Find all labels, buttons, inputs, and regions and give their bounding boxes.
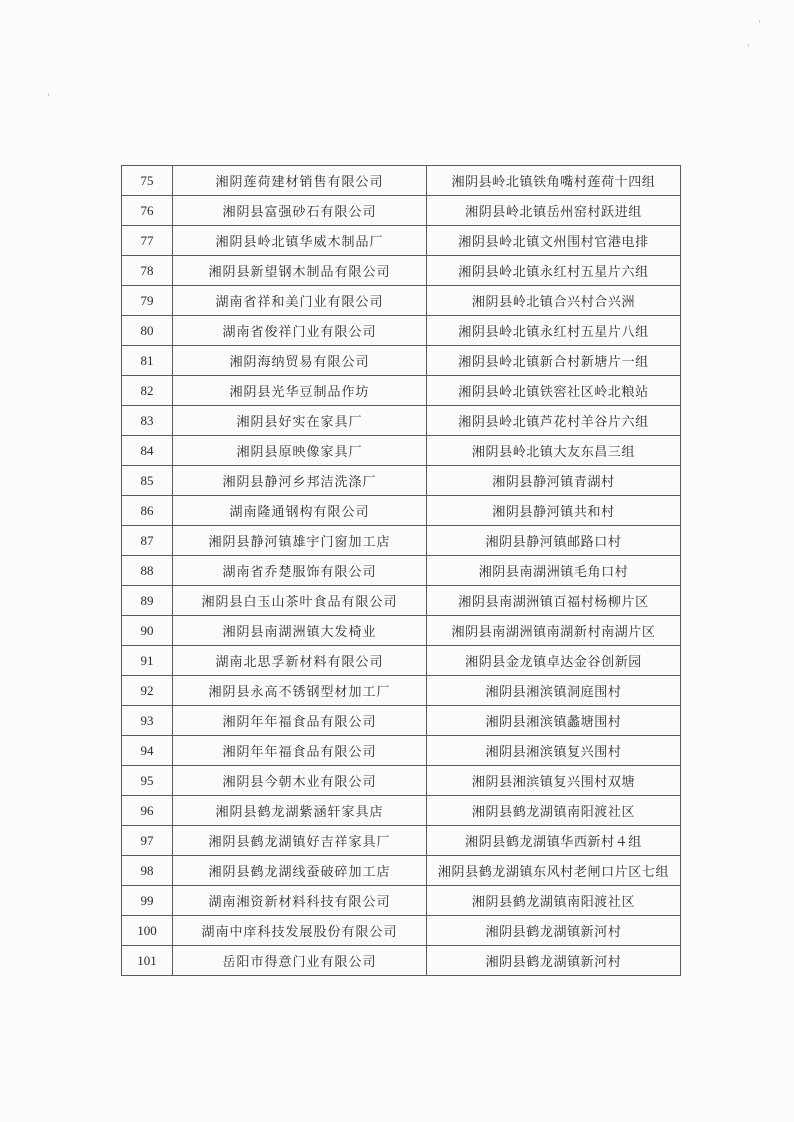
row-number-cell: 79 <box>122 286 173 316</box>
address-cell: 湘阴县岭北镇永红村五星片八组 <box>427 316 681 346</box>
company-name-cell: 湖南隆通钢构有限公司 <box>173 496 427 526</box>
address-cell: 湘阴县鹤龙湖镇新河村 <box>427 916 681 946</box>
company-name-cell: 湘阴县永高不锈钢型材加工厂 <box>173 676 427 706</box>
row-number-cell: 80 <box>122 316 173 346</box>
table-row <box>122 796 681 826</box>
table-row <box>122 316 681 346</box>
row-number-cell: 98 <box>122 856 173 886</box>
table-row <box>122 496 681 526</box>
row-number-cell: 95 <box>122 766 173 796</box>
row-number-cell: 83 <box>122 406 173 436</box>
row-number-cell: 100 <box>122 916 173 946</box>
row-number-cell: 101 <box>122 946 173 976</box>
row-number-cell: 89 <box>122 586 173 616</box>
table-row <box>122 256 681 286</box>
row-number-cell: 85 <box>122 466 173 496</box>
row-number-cell: 96 <box>122 796 173 826</box>
address-cell: 湘阴县岭北镇大友东昌三组 <box>427 436 681 466</box>
address-cell: 湘阴县南湖洲镇南湖新村南湖片区 <box>427 616 681 646</box>
address-cell: 湘阴县南湖洲镇百福村杨柳片区 <box>427 586 681 616</box>
address-cell: 湘阴县岭北镇铁角嘴村莲荷十四组 <box>427 166 681 196</box>
company-name-cell: 湖南省俊祥门业有限公司 <box>173 316 427 346</box>
company-name-cell: 湖南中庠科技发展股份有限公司 <box>173 916 427 946</box>
row-number-cell: 93 <box>122 706 173 736</box>
scan-speck <box>48 93 49 96</box>
scan-speck <box>759 20 760 23</box>
company-name-cell: 湘阴县岭北镇华威木制品厂 <box>173 226 427 256</box>
address-cell: 湘阴县静河镇青湖村 <box>427 466 681 496</box>
row-number-cell: 97 <box>122 826 173 856</box>
table-row <box>122 526 681 556</box>
table-row <box>122 466 681 496</box>
company-name-cell: 湘阴县鹤龙湖紫涵轩家具店 <box>173 796 427 826</box>
address-cell: 湘阴县岭北镇芦花村羊谷片六组 <box>427 406 681 436</box>
row-number-cell: 75 <box>122 166 173 196</box>
row-number-cell: 77 <box>122 226 173 256</box>
table-row <box>122 886 681 916</box>
company-name-cell: 湘阴县鹤龙湖线蚕破碎加工店 <box>173 856 427 886</box>
row-number-cell: 92 <box>122 676 173 706</box>
row-number-cell: 94 <box>122 736 173 766</box>
address-cell: 湘阴县鹤龙湖镇华西新村４组 <box>427 826 681 856</box>
table-row <box>122 166 681 196</box>
company-name-cell: 湘阴县今朝木业有限公司 <box>173 766 427 796</box>
address-cell: 湘阴县金龙镇卓达金谷创新园 <box>427 646 681 676</box>
company-name-cell: 湘阴县静河镇雄宇门窗加工店 <box>173 526 427 556</box>
address-cell: 湘阴县南湖洲镇毛角口村 <box>427 556 681 586</box>
table-row <box>122 196 681 226</box>
address-cell: 湘阴县岭北镇合兴村合兴洲 <box>427 286 681 316</box>
company-name-cell: 湘阴县新望钢木制品有限公司 <box>173 256 427 286</box>
scan-speck <box>748 44 749 47</box>
row-number-cell: 88 <box>122 556 173 586</box>
address-cell: 湘阴县湘滨镇复兴围村双塘 <box>427 766 681 796</box>
row-number-cell: 76 <box>122 196 173 226</box>
address-cell: 湘阴县鹤龙湖镇东风村老闸口片区七组 <box>427 856 681 886</box>
row-number-cell: 99 <box>122 886 173 916</box>
row-number-cell: 91 <box>122 646 173 676</box>
row-number-cell: 78 <box>122 256 173 286</box>
table-row <box>122 676 681 706</box>
row-number-cell: 86 <box>122 496 173 526</box>
row-number-cell: 81 <box>122 346 173 376</box>
row-number-cell: 87 <box>122 526 173 556</box>
row-number-cell: 90 <box>122 616 173 646</box>
address-cell: 湘阴县静河镇共和村 <box>427 496 681 526</box>
table-body <box>122 166 681 976</box>
company-name-cell: 湘阴年年福食品有限公司 <box>173 706 427 736</box>
table-row <box>122 706 681 736</box>
table-row <box>122 946 681 976</box>
address-cell: 湘阴县岭北镇永红村五星片六组 <box>427 256 681 286</box>
company-name-cell: 岳阳市得意门业有限公司 <box>173 946 427 976</box>
table-row <box>122 646 681 676</box>
table-row <box>122 286 681 316</box>
table-row <box>122 226 681 256</box>
table-row <box>122 616 681 646</box>
table-row <box>122 436 681 466</box>
table-row <box>122 346 681 376</box>
company-name-cell: 湖南省乔楚服饰有限公司 <box>173 556 427 586</box>
company-name-cell: 湘阴县好实在家具厂 <box>173 406 427 436</box>
company-name-cell: 湘阴海纳贸易有限公司 <box>173 346 427 376</box>
address-cell: 湘阴县岭北镇铁窖社区岭北粮站 <box>427 376 681 406</box>
table-row <box>122 916 681 946</box>
company-name-cell: 湘阴县富强砂石有限公司 <box>173 196 427 226</box>
address-cell: 湘阴县岭北镇岳州窑村跃进组 <box>427 196 681 226</box>
company-name-cell: 湘阴县南湖洲镇大发椅业 <box>173 616 427 646</box>
table-row <box>122 826 681 856</box>
company-name-cell: 湘阴年年福食品有限公司 <box>173 736 427 766</box>
company-name-cell: 湘阴县光华豆制品作坊 <box>173 376 427 406</box>
table-row <box>122 376 681 406</box>
row-number-cell: 84 <box>122 436 173 466</box>
address-cell: 湘阴县岭北镇新合村新塘片一组 <box>427 346 681 376</box>
table-row <box>122 406 681 436</box>
address-cell: 湘阴县鹤龙湖镇新河村 <box>427 946 681 976</box>
address-cell: 湘阴县鹤龙湖镇南阳渡社区 <box>427 886 681 916</box>
company-address-table <box>121 165 681 976</box>
address-cell: 湘阴县湘滨镇复兴围村 <box>427 736 681 766</box>
table-row <box>122 766 681 796</box>
company-name-cell: 湘阴县鹤龙湖镇好吉祥家具厂 <box>173 826 427 856</box>
table-row <box>122 856 681 886</box>
address-cell: 湘阴县湘滨镇蠡塘围村 <box>427 706 681 736</box>
table-row <box>122 556 681 586</box>
address-cell: 湘阴县湘滨镇洞庭围村 <box>427 676 681 706</box>
company-name-cell: 湘阴县原映像家具厂 <box>173 436 427 466</box>
company-name-cell: 湘阴县白玉山茶叶食品有限公司 <box>173 586 427 616</box>
company-name-cell: 湖南北思孚新材料有限公司 <box>173 646 427 676</box>
company-name-cell: 湘阴县静河乡邦洁洗涤厂 <box>173 466 427 496</box>
company-name-cell: 湖南省祥和美门业有限公司 <box>173 286 427 316</box>
table-row <box>122 736 681 766</box>
company-name-cell: 湖南湘资新材料科技有限公司 <box>173 886 427 916</box>
address-cell: 湘阴县鹤龙湖镇南阳渡社区 <box>427 796 681 826</box>
address-cell: 湘阴县静河镇邮路口村 <box>427 526 681 556</box>
company-name-cell: 湘阴莲荷建材销售有限公司 <box>173 166 427 196</box>
table-row <box>122 586 681 616</box>
row-number-cell: 82 <box>122 376 173 406</box>
address-cell: 湘阴县岭北镇文州围村官港电排 <box>427 226 681 256</box>
